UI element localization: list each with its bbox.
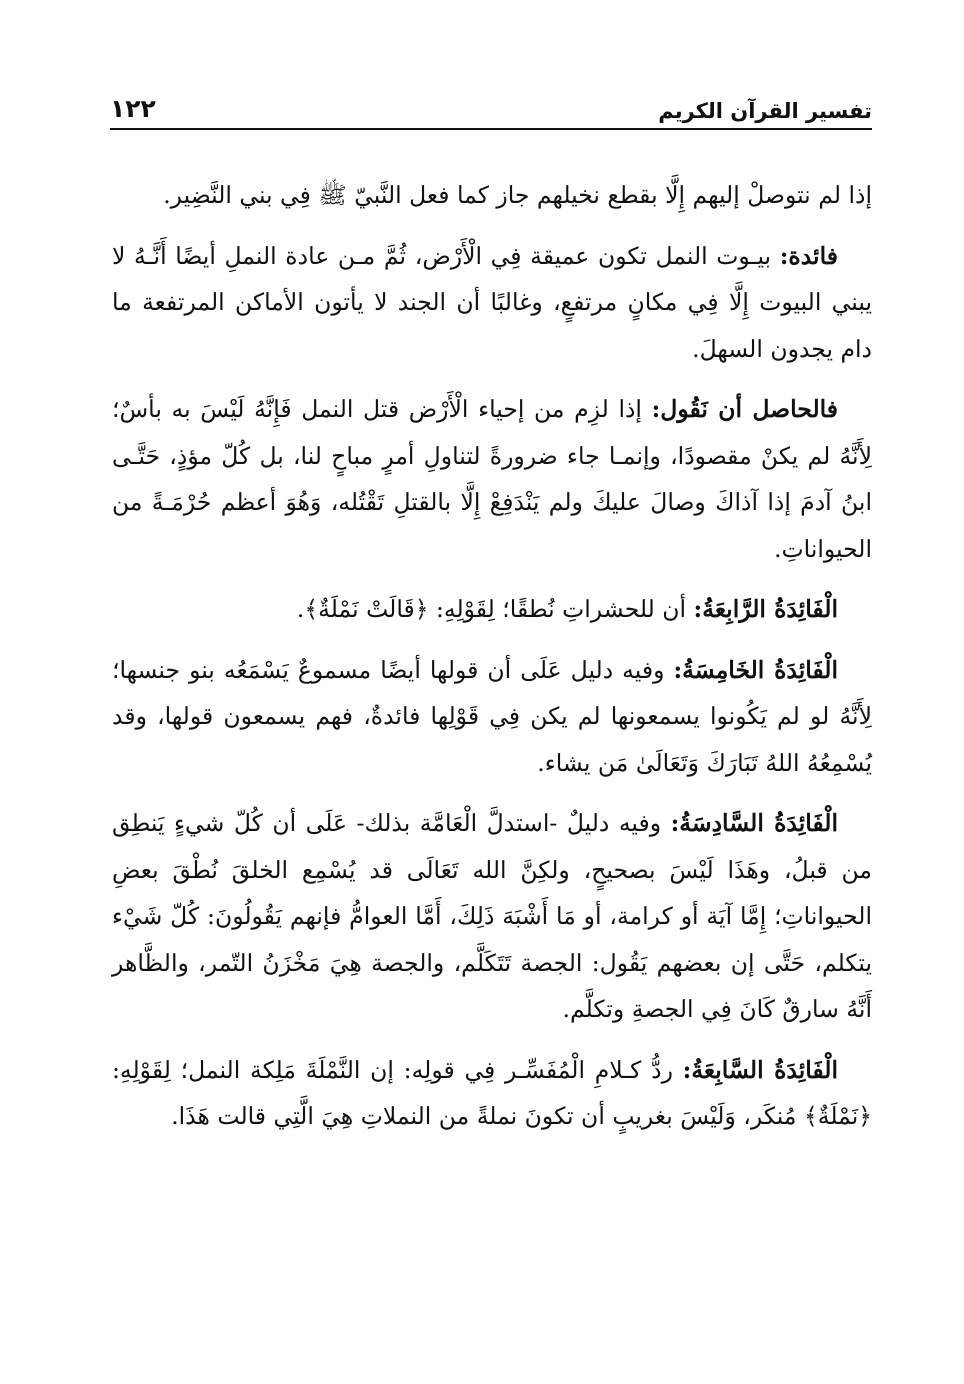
- running-title: تفسير القرآن الكريم: [658, 99, 872, 123]
- paragraph-text: وفيه دليلٌ -استدلَّ الْعَامَّة بذلك- عَلَى أن كُلّ شيءٍ يَنطِق من قبلُ، وهَذَا لَيْسَ بصحيحٍ، ولكِنَّ الله تَعَالَى قد يُسْمِع الخلقَ نُطْقَ بعضِ الحيواناتِ؛ إِمَّا آيَة أو كرامة، أو مَا أَشْبَهَ ذَلِكَ، أَمَّا العوامُّ فإنهم يَقُولُونَ: كُلّ شَيْء يتكلم، حَتَّى إن بعضهم يَقُول: الجصة تَتَكَلَّم، والجصة هِيَ مَخْزَنُ التّمر، والظَّاهر أَنَّهُ سارقٌ كَانَ فِي الجصةِ وتكلَّم.: [112, 809, 872, 1023]
- page-number: ١٢٢: [110, 94, 156, 123]
- paragraph-benefit-6: [112, 800, 872, 1033]
- paragraph-1: [112, 172, 872, 219]
- paragraph-lead: الْفَائِدَةُ السَّابِعَةُ:: [682, 1055, 838, 1084]
- paragraph-conclusion: [112, 386, 872, 572]
- paragraph-text: إذا لزِم من إحياء الْأَرْض قتل النمل فَإِنَّهُ لَيْسَ به بأسٌ؛ لِأَنَّهُ لم يكنْ مقصودًا، وإنمـا جاء ضرورةً لتناولِ أمرٍ مباحٍ لنا، بل كُلّ مؤذٍ، حَتَّـى ابنُ آدمَ إذا آذاكَ وصالَ عليكَ ولم يَنْدَفِعْ إِلَّا بالقتلِ تَقْتُله، وَهُوَ أعظم حُرْمَـةً من الحيواناتِ.: [112, 395, 872, 563]
- running-header: [110, 88, 872, 130]
- paragraph-lead: الْفَائِدَةُ السَّادِسَةُ:: [670, 809, 838, 837]
- paragraph-benefit-note: [112, 233, 872, 373]
- paragraph-lead: فالحاصل أن نَقُول:: [651, 395, 838, 423]
- paragraph-text: ردُّ كـلامِ الْمُفَسِّـر فِي قولِه: إن النَّمْلَةَ مَلِكة النمل؛ لِقَوْلِهِ: ﴿نَمْلَةٌ﴾ مُنكَر، وَلَيْسَ بغريبٍ أن تكونَ نملةً من النملاتِ هِيَ الَّتِي قالت هَذَا.: [112, 1055, 872, 1130]
- paragraph-benefit-4: [112, 586, 872, 633]
- paragraph-lead: فائدة:: [779, 241, 838, 270]
- paragraph-benefit-5: [112, 647, 872, 787]
- paragraph-lead: الْفَائِدَةُ الرَّابِعَةُ:: [693, 595, 838, 623]
- paragraph-text: إذا لم نتوصلْ إليهم إِلَّا بقطع نخيلهم جاز كما فعل النَّبيّ ﷺ فِي بني النَّضِير.: [163, 181, 872, 209]
- paragraph-lead: الْفَائِدَةُ الخَامِسَةُ:: [673, 655, 838, 684]
- paragraph-text: وفيه دليل عَلَى أن قولها أيضًا مسموعٌ يَسْمَعُه بنو جنسها؛ لِأَنَّهُ لو لم يَكُونوا يسمعونها لم يكن فِي قَوْلِها فائدةٌ، فهم يسمعون قولها، وقد يُسْمِعُهُ اللهُ تَبَارَكَ وَتَعَالَىٰ مَن يشاء.: [112, 655, 872, 777]
- paragraph-text: بيـوت النمل تكون عميقة فِي الْأَرْض، ثُمَّ مـن عادة النملِ أيضًا أَنَّـهُ لا يبني البيوت إِلَّا فِي مكانٍ مرتفعٍ، وغالبًا أن الجند لا يأتون الأماكن المرتفعة ما دام يجدون السهلَ.: [112, 241, 872, 363]
- body-text: [112, 172, 872, 1140]
- paragraph-benefit-7: [112, 1047, 872, 1140]
- paragraph-text: أن للحشراتِ نُطقًا؛ لِقَوْلِهِ: ﴿قَالَتْ نَمْلَةٌ﴾.: [296, 595, 694, 623]
